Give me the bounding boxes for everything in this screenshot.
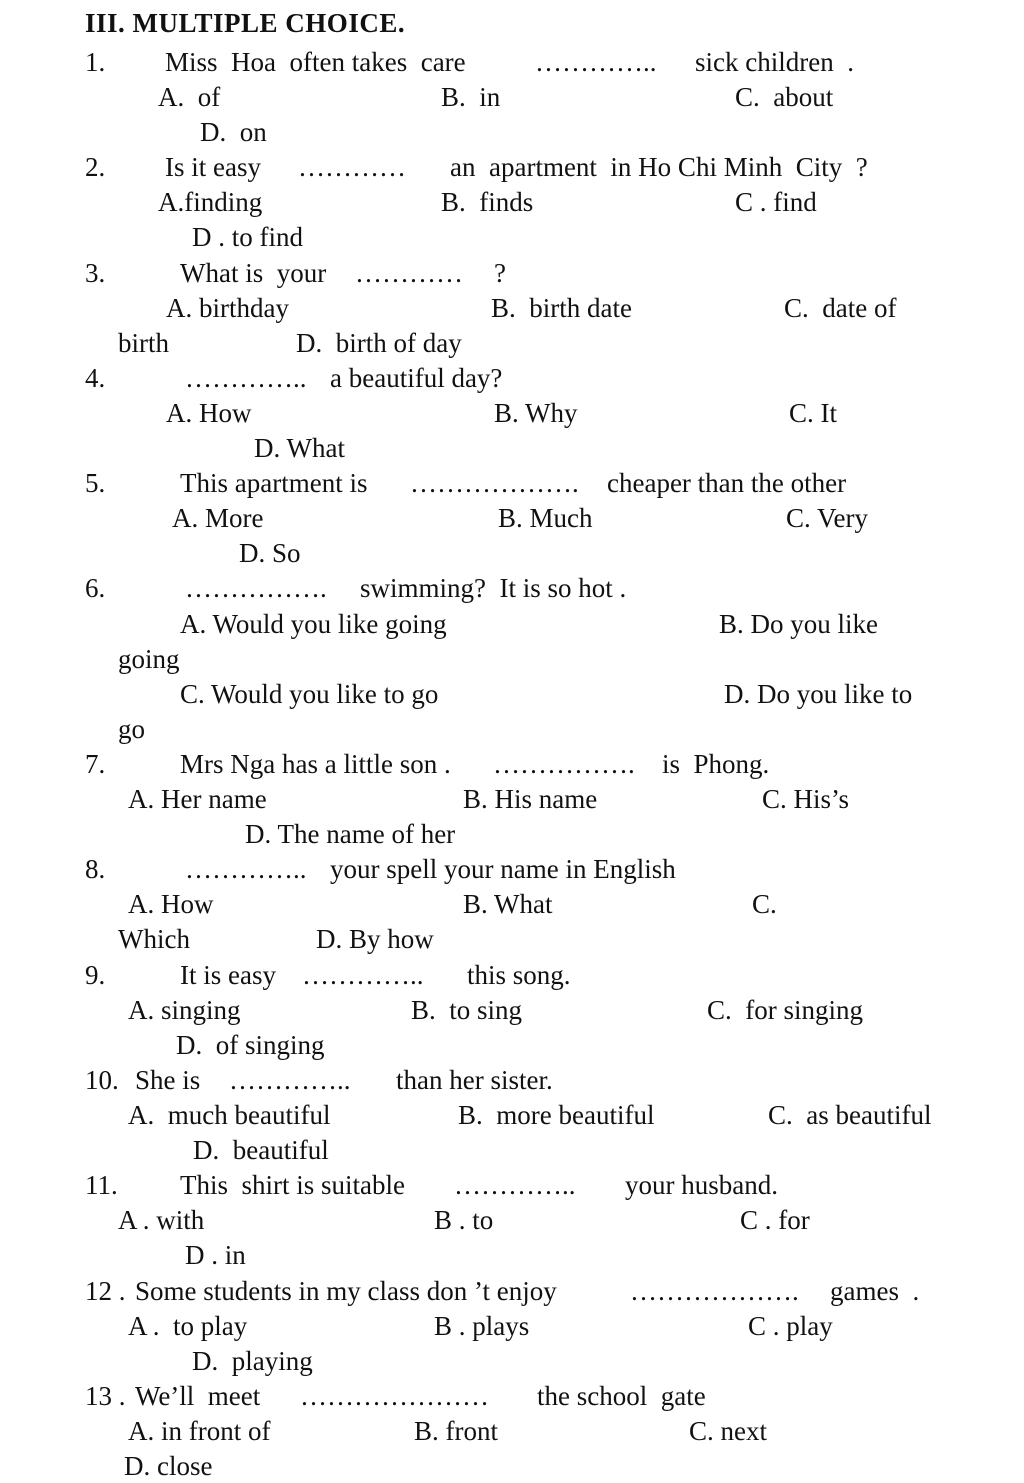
option-a: A. Her name — [128, 784, 267, 814]
answer-blank: ……………. — [493, 749, 635, 779]
option-a: A. How — [166, 398, 252, 428]
question-number: 4. — [85, 363, 106, 393]
answer-blank: ………… — [355, 258, 463, 288]
question-number: 3. — [85, 258, 106, 288]
option-c: C. as beautiful — [768, 1100, 932, 1130]
option-a: A. singing — [128, 995, 241, 1025]
question-stem-end: is Phong. — [662, 749, 770, 779]
option-b: B . plays — [434, 1311, 530, 1341]
question-stem-end: sick children . — [695, 47, 854, 77]
option-d: D. of singing — [176, 1030, 325, 1060]
option-b: B. to sing — [411, 995, 523, 1025]
option-c: C. about — [735, 82, 834, 112]
question-stem: Is it easy — [165, 152, 261, 182]
option-c: C. His’s — [762, 784, 850, 814]
question-stem: Miss Hoa often takes care — [165, 47, 466, 77]
option-c: C. next — [689, 1416, 767, 1446]
question-number: 1. — [85, 47, 106, 77]
question-number: 5. — [85, 468, 106, 498]
question-stem: Mrs Nga has a little son . — [180, 749, 451, 779]
option-a: A . with — [118, 1205, 205, 1235]
option-c-wrap: Which — [118, 924, 190, 954]
option-c: C . for — [740, 1205, 810, 1235]
option-d: D. The name of her — [245, 819, 456, 849]
option-c: C. Very — [786, 503, 869, 533]
question-stem: It is easy — [180, 960, 276, 990]
option-b: B. Why — [494, 398, 578, 428]
option-b: B. more beautiful — [458, 1100, 655, 1130]
question-stem-end: games . — [830, 1276, 920, 1306]
question-stem-end: your spell your name in English — [330, 854, 676, 884]
option-d: D. close — [124, 1451, 213, 1481]
option-b: B. finds — [441, 187, 534, 217]
option-b: B . to — [434, 1205, 494, 1235]
question-stem-end: your husband. — [625, 1170, 778, 1200]
question-stem-end: an apartment in Ho Chi Minh City ? — [450, 152, 868, 182]
question-stem-end: a beautiful day? — [330, 363, 503, 393]
option-d: D. birth of day — [296, 328, 462, 358]
question-stem: Some students in my class don ’t enjoy — [135, 1276, 557, 1306]
option-a: A. birthday — [166, 293, 289, 323]
question-stem: This apartment is — [180, 468, 368, 498]
option-d-wrap: go — [118, 714, 145, 744]
question-stem: She is — [135, 1065, 201, 1095]
question-stem-end: this song. — [467, 960, 571, 990]
option-c: C. — [752, 889, 777, 919]
question-stem-end: than her sister. — [396, 1065, 553, 1095]
answer-blank: ………… — [298, 152, 406, 182]
question-number: 13 . — [85, 1381, 126, 1411]
question-number: 6. — [85, 573, 106, 603]
question-number: 12 . — [85, 1276, 126, 1306]
answer-blank: ………….. — [229, 1065, 351, 1095]
option-d: D. beautiful — [193, 1135, 329, 1165]
question-stem-end: cheaper than the other — [607, 468, 847, 498]
answer-blank: ………….. — [454, 1170, 576, 1200]
question-number: 7. — [85, 749, 106, 779]
section-title: III. MULTIPLE CHOICE. — [85, 8, 406, 38]
option-c: C. Would you like to go — [180, 679, 439, 709]
answer-blank: ……………. — [185, 573, 327, 603]
option-d: D. So — [239, 538, 301, 568]
option-a: A. in front of — [128, 1416, 271, 1446]
question-stem: What is your — [180, 258, 327, 288]
option-b-wrap: going — [118, 644, 180, 674]
answer-blank: ………….. — [185, 854, 307, 884]
option-b: B. Much — [498, 503, 593, 533]
question-stem-end: ? — [494, 258, 506, 288]
answer-blank: ………………. — [630, 1276, 799, 1306]
option-d: D. What — [254, 433, 345, 463]
option-c-wrap: birth — [118, 328, 169, 358]
option-b: B. His name — [463, 784, 598, 814]
option-d: D . to find — [192, 222, 303, 252]
answer-blank: ………………… — [300, 1381, 489, 1411]
option-a: A. More — [172, 503, 264, 533]
question-number: 8. — [85, 854, 106, 884]
option-d: D. on — [200, 117, 267, 147]
option-d: D . in — [185, 1240, 246, 1270]
question-stem: This shirt is suitable — [180, 1170, 405, 1200]
option-a: A. much beautiful — [128, 1100, 331, 1130]
option-c: C. date of — [784, 293, 897, 323]
answer-blank: ………….. — [302, 960, 424, 990]
option-b: B. What — [463, 889, 553, 919]
option-d: D. Do you like to — [724, 679, 913, 709]
question-number: 10. — [85, 1065, 119, 1095]
option-b: B. Do you like — [719, 609, 878, 639]
option-c: C . play — [748, 1311, 833, 1341]
option-a: A . to play — [128, 1311, 248, 1341]
question-number: 2. — [85, 152, 106, 182]
option-d: D. playing — [192, 1346, 313, 1376]
option-b: B. in — [441, 82, 501, 112]
option-d: D. By how — [316, 924, 434, 954]
option-c: C. for singing — [707, 995, 864, 1025]
question-stem: We’ll meet — [135, 1381, 261, 1411]
question-stem-end: swimming? It is so hot . — [360, 573, 627, 603]
question-number: 9. — [85, 960, 106, 990]
answer-blank: ………………. — [410, 468, 579, 498]
question-stem-end: the school gate — [537, 1381, 706, 1411]
option-b: B. birth date — [491, 293, 632, 323]
answer-blank: ………….. — [185, 363, 307, 393]
option-c: C . find — [735, 187, 817, 217]
option-b: B. front — [414, 1416, 498, 1446]
option-a: A. of — [158, 82, 221, 112]
answer-blank: ………….. — [535, 47, 657, 77]
option-a: A. How — [128, 889, 214, 919]
option-c: C. It — [789, 398, 838, 428]
option-a: A.finding — [158, 187, 263, 217]
question-number: 11. — [85, 1170, 118, 1200]
option-a: A. Would you like going — [180, 609, 447, 639]
